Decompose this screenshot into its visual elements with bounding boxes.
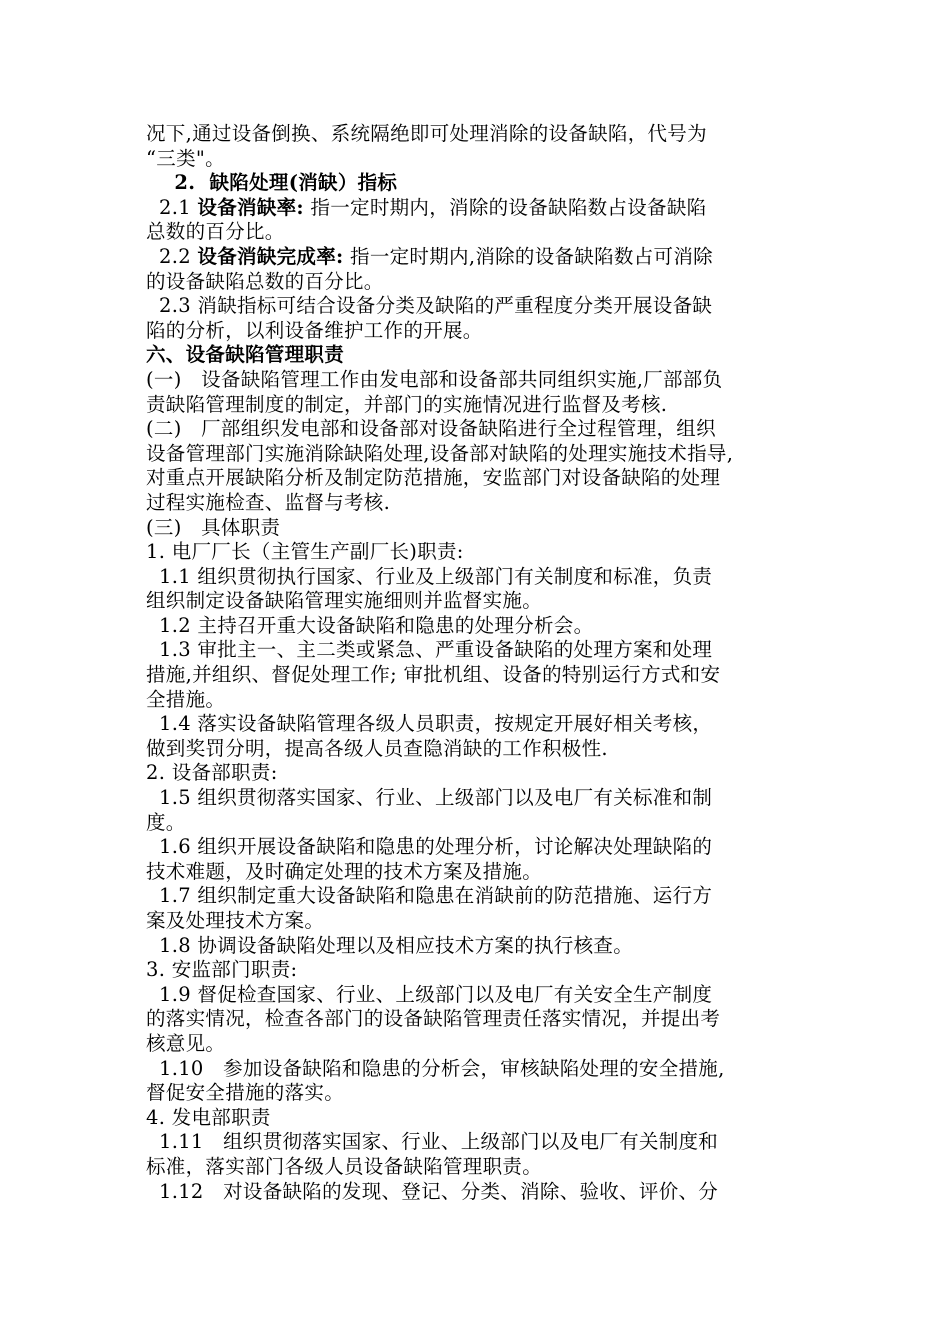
text-line: 1. 电厂厂长（主管生产副厂长)职责: <box>146 540 464 564</box>
text-line: 1.2 主持召开重大设备缺陷和隐患的处理分析会。 <box>146 613 594 637</box>
line-rest: 指一定时期内,消除的设备缺陷数占可消除 <box>343 244 713 268</box>
text-line: 2.3 消缺指标可结合设备分类及缺陷的严重程度分类开展设备缺 <box>146 294 713 318</box>
text-line: 1.10 参加设备缺陷和隐患的分析会，审核缺陷处理的安全措施, <box>146 1056 725 1080</box>
text-line: 技术难题，及时确定处理的技术方案及措施。 <box>146 859 543 883</box>
text-line: 度。 <box>146 810 186 834</box>
bold-term: 设备消缺完成率: <box>197 244 344 268</box>
text-line: 况下,通过设备倒换、系统隔绝即可处理消除的设备缺陷，代号为 <box>146 122 707 145</box>
text-line: 总数的百分比。 <box>146 220 285 244</box>
text-line: 1.1 组织贯彻执行国家、行业及上级部门有关制度和标准，负责 <box>146 564 713 588</box>
text-line: 2. 设备部职责: <box>146 761 278 785</box>
text-line: 标准，落实部门各级人员设备缺陷管理职责。 <box>146 1154 543 1178</box>
text-line: 做到奖罚分明，提高各级人员查隐消缺的工作积极性. <box>146 736 608 760</box>
text-line: 的设备缺陷总数的百分比。 <box>146 269 384 293</box>
text-line: 1.11 组织贯彻落实国家、行业、上级部门以及电厂有关制度和 <box>146 1130 719 1154</box>
text-line: 的落实情况，检查各部门的设备缺陷管理责任落实情况，并提出考 <box>146 1007 721 1031</box>
text-line <box>146 196 816 221</box>
text-line: 核意见。 <box>146 1031 226 1055</box>
text-line: 陷的分析，以利设备维护工作的开展。 <box>146 318 483 342</box>
bold-term: 设备消缺率: <box>197 195 304 219</box>
text-line: (二) 厂部组织发电部和设备部对设备缺陷进行全过程管理，组织 <box>146 417 716 441</box>
text-line: 设备管理部门实施消除缺陷处理,设备部对缺陷的处理实施技术指导, <box>146 441 734 465</box>
text-line: 措施,并组织、督促处理工作; 审批机组、设备的特别运行方式和安 <box>146 663 721 687</box>
text-line: 六、设备缺陷管理职责 <box>146 343 345 367</box>
text-line: “三类"。 <box>146 146 225 170</box>
text-line: (一) 设备缺陷管理工作由发电部和设备部共同组织实施,厂部部负 <box>146 367 723 391</box>
line-prefix: 2.2 <box>146 244 198 268</box>
text-line: 2. 缺陷处理(消缺）指标 <box>146 171 398 195</box>
text-line: 1.12 对设备缺陷的发现、登记、分类、消除、验收、评价、分 <box>146 1179 719 1203</box>
text-line: 1.4 落实设备缺陷管理各级人员职责，按规定开展好相关考核， <box>146 712 713 736</box>
document-page <box>146 122 816 1204</box>
text-line: 1.3 审批主一、主二类或紧急、严重设备缺陷的处理方案和处理 <box>146 638 713 662</box>
line-prefix: 2.1 <box>146 195 198 219</box>
text-line: 督促安全措施的落实。 <box>146 1081 345 1105</box>
text-line: 对重点开展缺陷分析及制定防范措施，安监部门对设备缺陷的处理 <box>146 466 721 490</box>
text-line: 1.5 组织贯彻落实国家、行业、上级部门以及电厂有关标准和制 <box>146 786 713 810</box>
text-line: 1.6 组织开展设备缺陷和隐患的处理分析，讨论解决处理缺陷的 <box>146 835 713 859</box>
text-line: 责缺陷管理制度的制定，并部门的实施情况进行监督及考核. <box>146 392 668 416</box>
text-line: 案及处理技术方案。 <box>146 909 325 932</box>
text-line: 4. 发电部职责 <box>146 1105 271 1129</box>
text-line: 1.8 协调设备缺陷处理以及相应技术方案的执行核查。 <box>146 933 634 957</box>
text-line: 1.9 督促检查国家、行业、上级部门以及电厂有关安全生产制度 <box>146 982 713 1006</box>
text-line: 过程实施检查、监督与考核. <box>146 490 391 514</box>
line-rest: 指一定时期内，消除的设备缺陷数占设备缺陷 <box>303 195 707 219</box>
text-line: 全措施。 <box>146 687 226 711</box>
text-line: 3. 安监部门职责: <box>146 958 298 982</box>
text-line: (三) 具体职责 <box>146 515 281 539</box>
text-line <box>146 245 816 270</box>
text-line: 组织制定设备缺陷管理实施细则并监督实施。 <box>146 589 543 613</box>
text-line: 1.7 组织制定重大设备缺陷和隐患在消缺前的防范措施、运行方 <box>146 884 713 908</box>
